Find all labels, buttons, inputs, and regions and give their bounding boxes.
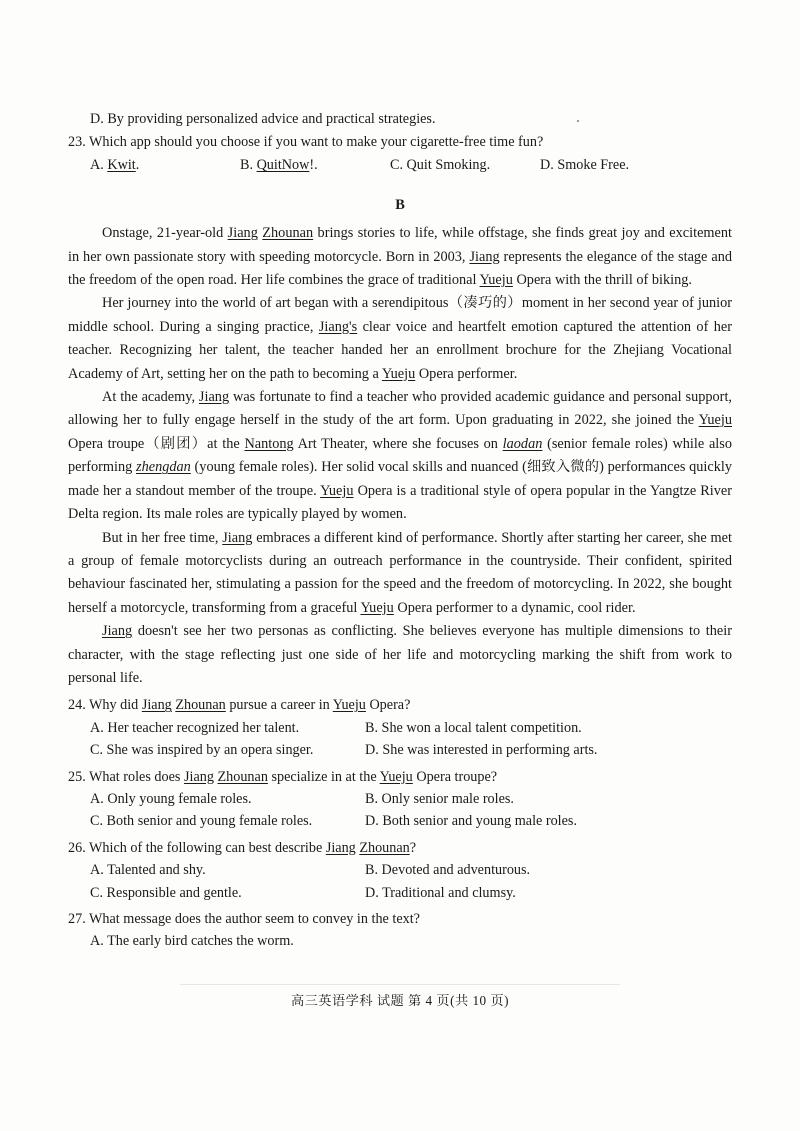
question-26-options-row-2 xyxy=(68,882,732,904)
question-25-options-row-2 xyxy=(68,810,732,832)
passage-paragraph-1: Onstage, 21-year-old Jiang Zhounan brings stories to life, while offstage, she finds great joy and excitement in her own passionate story with speeding motorcycle. Born in 2003, Jiang represents the elegance of the stage and the freedom of the open road. Her life combines the grace of traditional Yueju Opera with the thrill of biking. xyxy=(68,225,732,289)
question-25-option-c[interactable]: C. Both senior and young female roles. xyxy=(90,813,313,830)
question-24-option-a[interactable]: A. Her teacher recognized her talent. xyxy=(90,719,300,736)
question-25-block xyxy=(68,766,732,833)
passage-paragraph-5: Jiang doesn't see her two personas as conflicting. She believes everyone has multiple dimensions to their character, with the stage reflecting just one side of her life and motorcycling marking the shift from work to personal life. xyxy=(68,623,732,686)
page-footer xyxy=(0,990,800,1009)
passage-paragraph-2: Her journey into the world of art began with a serendipitous（凑巧的）moment in her second year of junior middle school. During a singing practice, Jiang's clear voice and heartfelt emotion captured the attention of her teacher. Recognizing her talent, the teacher handed her an enrollment brochure for the Zhejiang Vocational Academy of Art, setting her on the path to becoming a Yueju Opera performer. xyxy=(68,295,732,382)
question-23-stem: 23. Which app should you choose if you want to make your cigarette-free time fun? xyxy=(68,134,544,151)
question-24-option-d[interactable]: D. She was interested in performing arts. xyxy=(365,742,598,759)
question-25-option-d[interactable]: D. Both senior and young male roles. xyxy=(365,813,577,830)
question-25-option-b[interactable]: B. Only senior male roles. xyxy=(365,790,514,807)
question-24-option-b[interactable]: B. She won a local talent competition. xyxy=(365,719,582,736)
question-27-stem: 27. What message does the author seem to convey in the text? xyxy=(68,911,420,927)
question-24-options-row-2 xyxy=(68,739,732,761)
question-26-options-row-1 xyxy=(68,859,732,881)
question-27-block xyxy=(68,908,732,953)
question-23-option-d[interactable]: D. Smoke Free. xyxy=(540,156,630,173)
page-content xyxy=(68,108,732,953)
question-26-option-b[interactable]: B. Devoted and adventurous. xyxy=(365,862,531,879)
question-25-stem: 25. What roles does Jiang Zhounan specialize in at the Yueju Opera troupe? xyxy=(68,768,498,785)
footer-text: 高三英语学科 试题 第 4 页(共 10 页) xyxy=(290,993,510,1008)
question-25-option-a[interactable]: A. Only young female roles. xyxy=(90,790,252,807)
question-24-options-row-1 xyxy=(68,717,732,739)
question-24-block xyxy=(68,694,732,761)
question-27-options-row-1 xyxy=(68,930,732,952)
section-label-b: B xyxy=(395,197,405,214)
question-23-option-a[interactable]: A. Kwit. xyxy=(90,156,140,173)
question-23-options xyxy=(68,154,732,176)
question-26-block xyxy=(68,837,732,904)
footer-divider xyxy=(180,984,620,985)
option-d-previous-question: D. By providing personalized advice and practical strategies. xyxy=(90,111,436,127)
question-26-stem: 26. Which of the following can best describe Jiang Zhounan? xyxy=(68,839,417,856)
passage-paragraph-3: At the academy, Jiang was fortunate to find a teacher who provided academic guidance and personal support, allowing her to fully engage herself in the study of the art form. Upon graduating in 2022, she joined the Yueju Opera troupe（剧团）at the Nantong Art Theater, where she focuses on laodan (senior female roles) while also performing zhengdan (young female roles). Her solid vocal skills and nuanced (细致入微的) performances quickly made her a standout member of the troupe. Yueju Opera is a traditional style of opera popular in the Yangtze River Delta region. Its male roles are typically played by women. xyxy=(68,389,733,523)
question-25-options-row-1 xyxy=(68,788,732,810)
question-27-option-a[interactable]: A. The early bird catches the worm. xyxy=(90,933,294,950)
passage-paragraph-4: But in her free time, Jiang embraces a different kind of performance. Shortly after starting her career, she met a group of female motorcyclists during an outreach performance in the countryside. Their confident, spirited behaviour fascinated her, stimulating a passion for the speed and the freedom of motorcycling. In 2022, she bought herself a motorcycle, transforming from a graceful Yueju Opera performer to a dynamic, cool rider. xyxy=(68,529,732,616)
question-23-option-b[interactable]: B. QuitNow!. xyxy=(240,156,318,173)
question-26-option-a[interactable]: A. Talented and shy. xyxy=(90,862,206,879)
question-24-option-c[interactable]: C. She was inspired by an opera singer. xyxy=(90,742,314,759)
question-26-option-d[interactable]: D. Traditional and clumsy. xyxy=(365,884,516,901)
question-23-option-c[interactable]: C. Quit Smoking. xyxy=(390,156,491,173)
question-26-option-c[interactable]: C. Responsible and gentle. xyxy=(90,884,242,901)
question-24-stem: 24. Why did Jiang Zhounan pursue a career in Yueju Opera? xyxy=(68,697,411,714)
